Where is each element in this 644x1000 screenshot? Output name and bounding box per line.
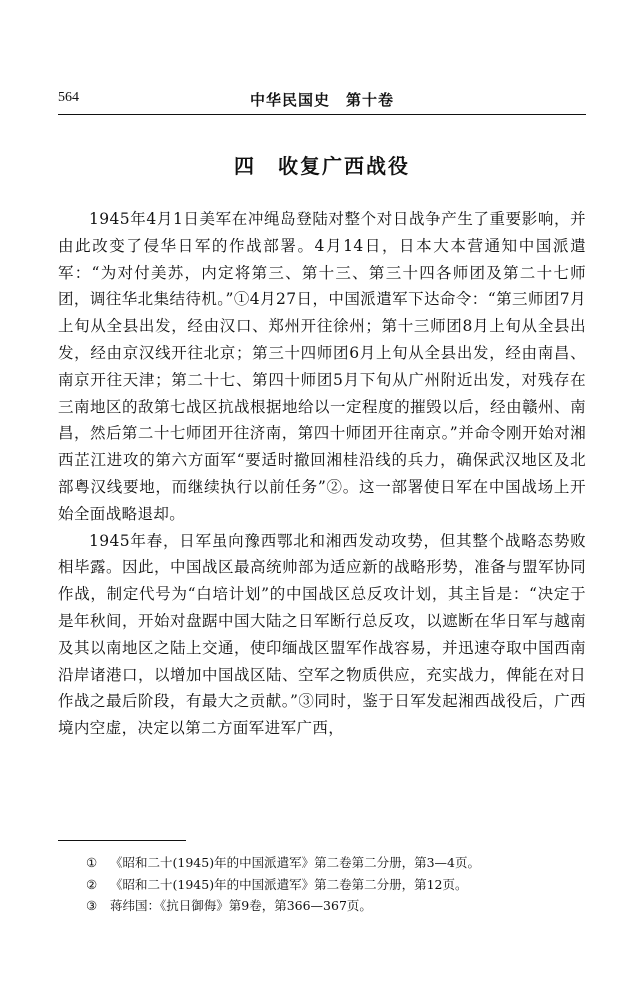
footnote (58, 895, 586, 917)
footnote-text: 蒋纬国：《抗日御侮》第9卷，第366—367页。 (110, 898, 372, 913)
section-title: 四 收复广西战役 (234, 154, 410, 178)
page-number: 564 (58, 90, 79, 105)
footnote (58, 874, 586, 896)
footnote-mark: ① (86, 855, 98, 870)
footnote-text: 《昭和二十(1945)年的中国派遣军》第二卷第二分册，第3—4页。 (110, 855, 480, 870)
page-header (58, 88, 586, 115)
footnote-divider (58, 840, 186, 841)
running-head: 中华民国史 第十卷 (249, 91, 394, 109)
paragraph: 1945年4月1日美军在冲绳岛登陆对整个对日战争产生了重要影响，并由此改变了侵华日军的作战部署。4月14日，日本大本营通知中国派遣军：“为对付美苏，内定将第三、第十三、第三十四各师团及第二十七师团，调往华北集结待机。”①4月27日，中国派遣军下达命令：“第三师团7月上旬从全县出发，经由汉口、郑州开往徐州；第十三师团8月上旬从全县出发，经由京汉线开往北京；第三十四师团6月上旬从全县出发，经由南昌、南京开往天津；第二十七、第四十师团5月下旬从广州附近出发，对残存在三南地区的敌第七战区抗战根据地给以一定程度的摧毁以后，经由赣州、南昌，然后第二十七师团开往济南，第四十师团开往南京。”并命令刚开始对湘西芷江进攻的第六方面军“要适时撤回湘桂沿线的兵力，确保武汉地区及北部粤汉线要地，而继续执行以前任务”②。这一部署使日军在中国战场上开始全面战略退却。 (58, 210, 586, 523)
body-text (58, 206, 586, 742)
footnote-mark: ② (86, 876, 98, 892)
footnote (58, 852, 586, 874)
paragraph: 1945年春，日军虽向豫西鄂北和湘西发动攻势，但其整个战略态势败相毕露。因此，中国战区最高统帅部为适应新的战略形势，准备与盟军协同作战，制定代号为“白培计划”的中国战区总反攻计划，其主旨是：“决定于是年秋间，开始对盘踞中国大陆之日军断行总反攻，以遮断在华日军与越南及其以南地区之陆上交通，使印缅战区盟军作战容易，并迅速夺取中国西南沿岸诸港口，以增加中国战区陆、空军之物质供应，充实战力，俾能在对日作战之最后阶段，有最大之贡献。”③同时，鉴于日军发起湘西战役后，广西境内空虚，决定以第二方面军进军广西， (58, 531, 586, 738)
footnote-text: 《昭和二十(1945)年的中国派遣军》第二卷第二分册，第12页。 (110, 876, 468, 892)
footnotes (58, 852, 586, 917)
footnote-mark: ③ (86, 898, 98, 913)
